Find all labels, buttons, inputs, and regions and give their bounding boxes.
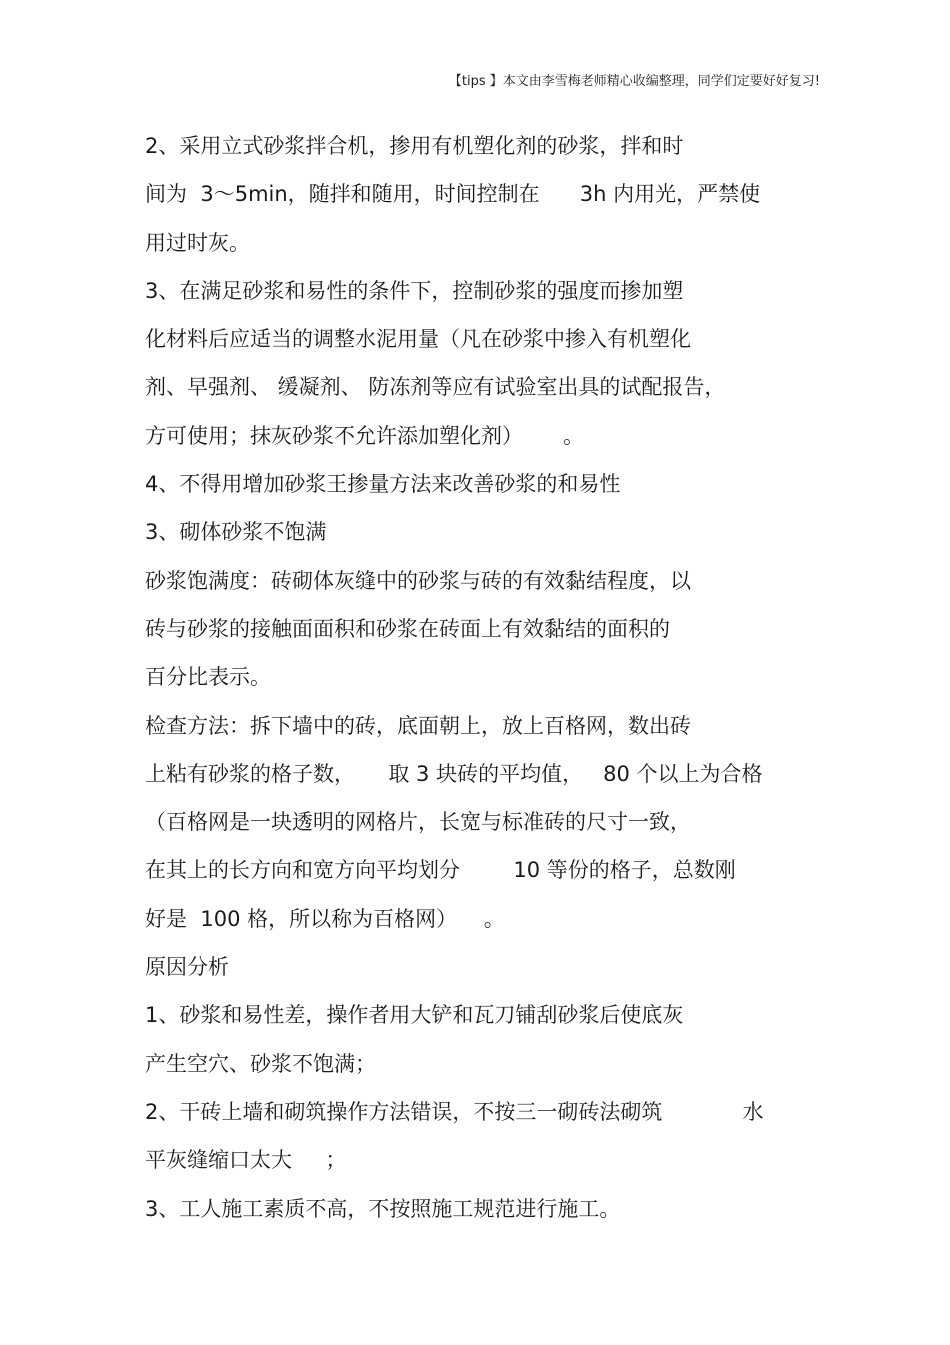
text-line: 用过时灰。 (145, 230, 250, 255)
text-line: （百格网是一块透明的网格片，长宽与标准砖的尺寸一致， (145, 810, 691, 835)
text-line: 化材料后应适当的调整水泥用量（凡在砂浆中掺入有机塑化 (145, 327, 691, 352)
text-line: 上粘有砂浆的格子数， 取 3 块砖的平均值， 80 个以上为合格 (145, 761, 763, 786)
text-line: 3、工人施工素质不高，不按照施工规范进行施工。 (145, 1196, 621, 1221)
text-line: 2、干砖上墙和砌筑操作方法错误，不按三一砌砖法砌筑 水 (145, 1099, 764, 1124)
text-line: 2、采用立式砂浆拌合机，掺用有机塑化剂的砂浆，拌和时 (145, 134, 684, 158)
text-line: 检查方法：拆下墙中的砖，底面朝上，放上百格网，数出砖 (145, 713, 691, 738)
text-line: 在其上的长方向和宽方向平均划分 10 等份的格子，总数刚 (145, 858, 736, 883)
section-heading: 原因分析 (145, 955, 229, 980)
text-line: 砖与砂浆的接触面面积和砂浆在砖面上有效黏结的面积的 (145, 616, 670, 641)
text-line: 方可使用；抹灰砂浆不允许添加塑化剂） 。 (145, 423, 585, 448)
text-line: 1、砂浆和易性差，操作者用大铲和瓦刀铺刮砂浆后使底灰 (145, 1003, 684, 1028)
text-line: 4、不得用增加砂浆王掺量方法来改善砂浆的和易性 (145, 472, 621, 497)
document-body (145, 122, 825, 1233)
text-line: 百分比表示。 (145, 665, 271, 690)
text-line: 好是 100 格，所以称为百格网） 。 (145, 906, 505, 931)
text-line: 产生空穴、砂浆不饱满； (145, 1051, 376, 1076)
text-line: 3、在满足砂浆和易性的条件下，控制砂浆的强度而掺加塑 (145, 278, 684, 303)
text-line: 平灰缝缩口太大 ； (145, 1148, 347, 1173)
text-line: 砂浆饱满度：砖砌体灰缝中的砂浆与砖的有效黏结程度，以 (145, 568, 691, 593)
section-heading: 3、砌体砂浆不饱满 (145, 520, 327, 545)
text-line: 间为 3～5min，随拌和随用，时间控制在 3h 内用光，严禁使 (145, 182, 761, 207)
header-tip-note: 【tips 】本文由李雪梅老师精心收编整理，同学们定要好好复习! (448, 74, 820, 89)
text-line: 剂、早强剂、 缓凝剂、 防冻剂等应有试验室出具的试配报告， (145, 375, 726, 400)
